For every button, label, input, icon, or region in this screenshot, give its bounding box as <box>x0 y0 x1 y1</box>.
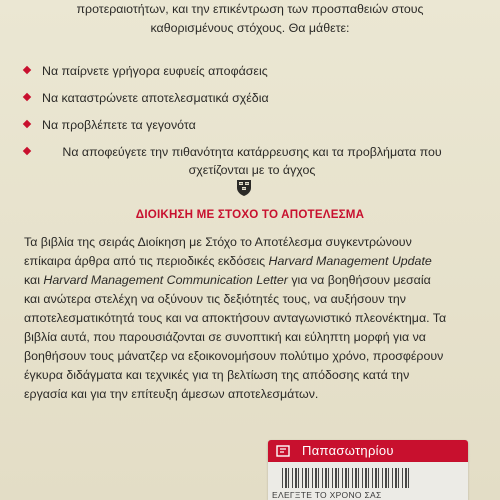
intro-line-2: καθορισμένους στόχους. Θα μάθετε: <box>150 21 350 35</box>
intro-line-1: προτεραιοτήτων, και την επικέντρωση των προσπαθειών στους <box>76 2 424 16</box>
body-line: βοηθήσουν τους μάνατζερ να εξοικονομήσουν πολύτιμο χρόνο, προσφέρουν <box>24 349 444 363</box>
bookstore-sticker <box>268 440 468 462</box>
red-diamond-bullet-icon <box>23 120 31 128</box>
barcode-icon <box>282 468 412 488</box>
bookstore-logo-icon <box>276 444 290 458</box>
red-diamond-bullet-icon <box>23 93 31 101</box>
list-item <box>22 62 462 80</box>
body-line: εργασία και για την επίτευξη άμεσων αποτελεσμάτων. <box>24 387 319 401</box>
list-item-text: Να προβλέπετε τα γεγονότα <box>42 118 196 132</box>
body-line: έγκυρα διδάγματα και τεχνικές για τη βελτίωση της απόδοσης κατά την <box>24 368 410 382</box>
list-item-text: Να καταστρώνετε αποτελεσματικά σχέδια <box>42 91 269 105</box>
red-diamond-bullet-icon <box>23 66 31 74</box>
list-item <box>22 143 462 179</box>
bookstore-name: Παπασωτηρίου <box>302 443 394 458</box>
body-line: αποτελεσματικότητά τους και να αποκτήσουν ανταγωνιστικό πλεονέκτημα. Τα <box>24 311 447 325</box>
red-diamond-bullet-icon <box>23 147 31 155</box>
list-item <box>22 89 462 107</box>
barcode-caption: ΕΛΕΓΞΤΕ ΤΟ ΧΡΟΝΟ ΣΑΣ <box>272 490 382 500</box>
list-item-text: Να αποφεύγετε την πιθανότητα κατάρρευσης και τα προβλήματα που σχετίζονται με το άγχος <box>62 145 442 177</box>
body-line: και ανώτερα στελέχη να οξύνουν τις δεξιότητές τους, να αυξήσουν την <box>24 292 406 306</box>
barcode-label <box>268 462 468 500</box>
list-item <box>22 116 462 134</box>
harvard-shield-icon <box>236 179 252 197</box>
learning-points-list <box>22 62 462 188</box>
list-item-text: Να παίρνετε γρήγορα ευφυείς αποφάσεις <box>42 64 268 78</box>
intro-paragraph <box>40 0 460 38</box>
body-line: και Harvard Management Communication Letter για να βοηθήσουν μεσαία <box>24 273 431 287</box>
series-title: ΔΙΟΙΚΗΣΗ ΜΕ ΣΤΟΧΟ ΤΟ ΑΠΟΤΕΛΕΣΜΑ <box>135 208 365 221</box>
body-line: Τα βιβλία της σειράς Διοίκηση με Στόχο το Αποτέλεσμα συγκεντρώνουν <box>24 235 412 249</box>
body-line: επίκαιρα άρθρα από τις περιοδικές εκδόσεις Harvard Management Update <box>24 254 432 268</box>
body-line: βιβλία αυτά, που παρουσιάζονται σε συνοπτική και εύληπτη μορφή για να <box>24 330 426 344</box>
series-description <box>24 233 476 404</box>
